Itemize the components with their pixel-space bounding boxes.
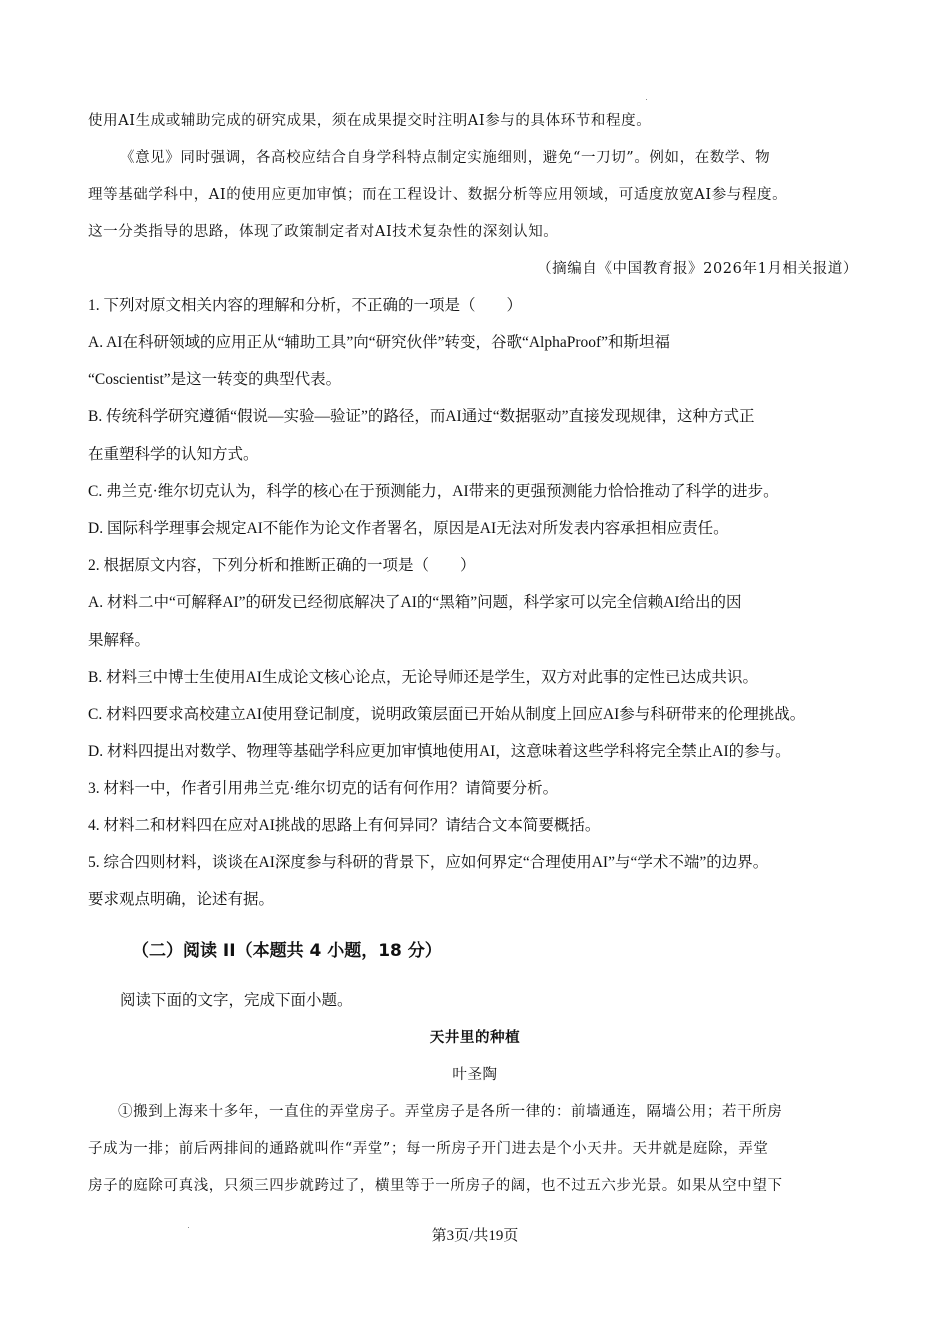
passage-line: 《意见》同时强调，各高校应结合自身学科特点制定实施细则，避免“一刀切”。例如，在数学、物 — [120, 150, 771, 166]
article-line: ①搬到上海来十多年，一直住的弄堂房子。弄堂房子是各所一律的：前墙通连，隔墙公用；若干所房 — [118, 1104, 783, 1120]
option-1a-cont: “Coscientist”是这一转变的典型代表。 — [88, 371, 342, 388]
passage-line: 理等基础学科中，AI的使用应更加审慎；而在工程设计、数据分析等应用领域，可适度放宽AI参与程度。 — [88, 187, 788, 203]
passage-line: 这一分类指导的思路，体现了政策制定者对AI技术复杂性的深刻认知。 — [88, 224, 559, 240]
article-line: 子成为一排；前后两排间的通路就叫作“弄堂”；每一所房子开门进去是个小天井。天井就是庭除，弄堂 — [88, 1141, 769, 1157]
question-2: 2. 根据原文内容，下列分析和推断正确的一项是（ ） — [88, 557, 476, 574]
option-1b: B. 传统科学研究遵循“假说—实验—验证”的路径，而AI通过“数据驱动”直接发现规律，这种方式正 — [88, 408, 755, 425]
article-line: 房子的庭除可真浅，只须三四步就跨过了，横里等于一所房子的阔，也不过五六步光景。如果从空中望下 — [88, 1178, 783, 1194]
option-2b: B. 材料三中博士生使用AI生成论文核心论点，无论导师还是学生，双方对此事的定性已达成共识。 — [88, 669, 758, 686]
section-instruction: 阅读下面的文字，完成下面小题。 — [120, 992, 353, 1009]
question-5: 5. 综合四则材料，谈谈在AI深度参与科研的背景下，应如何界定“合理使用AI”与“学术不端”的边界。 — [88, 854, 769, 871]
option-1a: A. AI在科研领域的应用正从“辅助工具”向“研究伙伴”转变，谷歌“AlphaProof”和斯坦福 — [88, 334, 671, 351]
article-title: 天井里的种植 — [429, 1029, 521, 1046]
question-5-cont: 要求观点明确，论述有据。 — [88, 891, 275, 908]
passage-line: 使用AI生成或辅助完成的研究成果，须在成果提交时注明AI参与的具体环节和程度。 — [88, 113, 652, 129]
article-author: 叶圣陶 — [452, 1067, 498, 1083]
question-1: 1. 下列对原文相关内容的理解和分析，不正确的一项是（ ） — [88, 297, 523, 314]
question-3: 3. 材料一中，作者引用弗兰克·维尔切克的话有何作用？请简要分析。 — [88, 780, 559, 797]
option-2a-cont: 果解释。 — [88, 632, 151, 649]
scan-speck — [646, 99, 647, 100]
option-1c: C. 弗兰克·维尔切克认为，科学的核心在于预测能力，AI带来的更强预测能力恰恰推动了科学的进步。 — [88, 483, 779, 500]
option-2c: C. 材料四要求高校建立AI使用登记制度，说明政策层面已开始从制度上回应AI参与科研带来的伦理挑战。 — [88, 706, 806, 723]
option-2a: A. 材料二中“可解释AI”的研发已经彻底解决了AI的“黑箱”问题，科学家可以完全信赖AI给出的因 — [88, 594, 742, 611]
source-citation: （摘编自《中国教育报》2026年1月相关报道） — [537, 261, 858, 277]
option-1d: D. 国际科学理事会规定AI不能作为论文作者署名，原因是AI无法对所发表内容承担相应责任。 — [88, 520, 729, 537]
section-heading: （二）阅读 II（本题共 4 小题，18 分） — [132, 941, 442, 961]
page-number: 第3页/共19页 — [431, 1228, 519, 1244]
option-2d: D. 材料四提出对数学、物理等基础学科应更加审慎地使用AI，这意味着这些学科将完全禁止AI的参与。 — [88, 743, 791, 760]
option-1b-cont: 在重塑科学的认知方式。 — [88, 446, 259, 463]
question-4: 4. 材料二和材料四在应对AI挑战的思路上有何异同？请结合文本简要概括。 — [88, 817, 601, 834]
